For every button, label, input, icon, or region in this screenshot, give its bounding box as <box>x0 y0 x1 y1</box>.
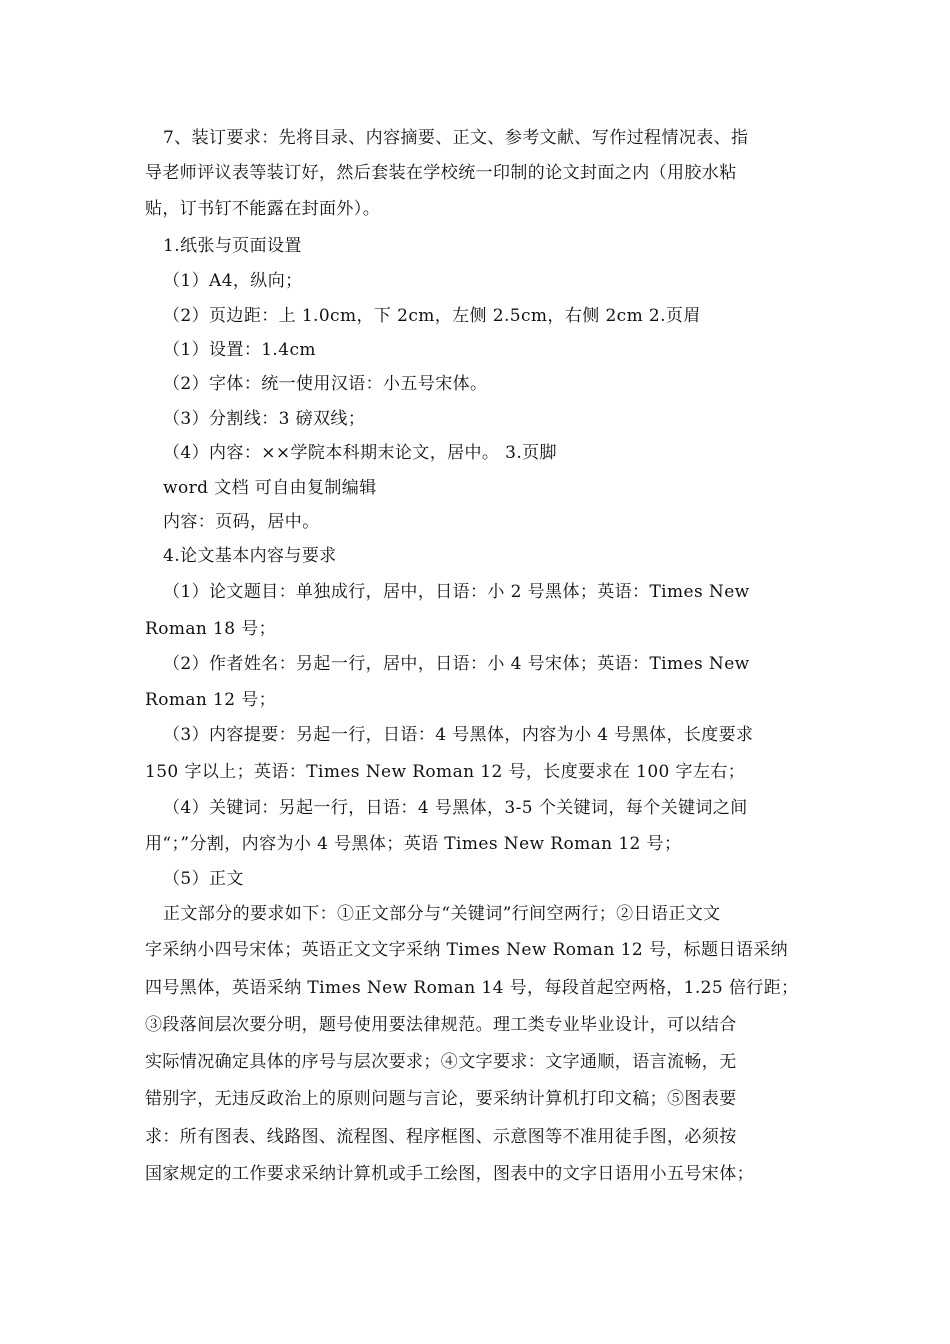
text-line: 错别字，无违反政治上的原则问题与言论，要采纳计算机打印文稿；⑤图表要 <box>145 1089 737 1109</box>
text-line: Roman 18 号； <box>145 619 277 639</box>
watermark-line: word 文档 可自由复制编辑 <box>163 478 377 498</box>
text-line: （2）作者姓名：另起一行，居中，日语：小 4 号宋体；英语：Times New <box>163 654 750 674</box>
text-line: 内容：页码，居中。 <box>163 512 320 532</box>
text-line: （1）A4，纵向； <box>163 271 303 291</box>
section-heading: 4.论文基本内容与要求 <box>163 546 337 566</box>
text-line: Roman 12 号； <box>145 690 277 710</box>
text-line: （2）页边距：上 1.0cm，下 2cm，左侧 2.5cm，右侧 2cm 2.页眉 <box>163 306 701 326</box>
text-line: 7、装订要求：先将目录、内容摘要、正文、参考文献、写作过程情况表、指 <box>163 128 749 148</box>
text-line: 实际情况确定具体的序号与层次要求；④文字要求：文字通顺，语言流畅，无 <box>145 1052 737 1072</box>
text-line: 四号黑体，英语采纳 Times New Roman 14 号，每段首起空两格，1.25 倍行距； <box>145 978 799 998</box>
text-line: （3）分割线：3 磅双线； <box>163 409 366 429</box>
text-line: 求：所有图表、线路图、流程图、程序框图、示意图等不准用徒手图，必须按 <box>145 1127 737 1147</box>
text-line: （4）关键词：另起一行，日语：4 号黑体，3-5 个关键词，每个关键词之间 <box>163 798 748 818</box>
text-line: 字采纳小四号宋体；英语正文文字采纳 Times New Roman 12 号，标题日语采纳 <box>145 940 789 960</box>
text-line: （2）字体：统一使用汉语：小五号宋体。 <box>163 374 488 394</box>
text-line: 导老师评议表等装订好，然后套装在学校统一印制的论文封面之内（用胶水粘 <box>145 163 737 183</box>
text-line: 国家规定的工作要求采纳计算机或手工绘图，图表中的文字日语用小五号宋体； <box>145 1164 754 1184</box>
text-line: 用“；”分割，内容为小 4 号黑体；英语 Times New Roman 12 号； <box>145 834 682 854</box>
text-line: ③段落间层次要分明，题号使用要法律规范。理工类专业毕业设计，可以结合 <box>145 1015 737 1035</box>
text-line: 正文部分的要求如下：①正文部分与“关键词”行间空两行；②日语正文文 <box>163 904 721 924</box>
text-line: （4）内容：××学院本科期末论文，居中。 3.页脚 <box>163 443 557 463</box>
text-line: （5）正文 <box>163 869 244 889</box>
text-line: （3）内容提要：另起一行，日语：4 号黑体，内容为小 4 号黑体，长度要求 <box>163 725 754 745</box>
text-line: 150 字以上；英语：Times New Roman 12 号，长度要求在 100 字左右； <box>145 762 746 782</box>
text-line: （1）设置：1.4cm <box>163 340 316 360</box>
text-line: （1）论文题目：单独成行，居中，日语：小 2 号黑体；英语：Times New <box>163 582 750 602</box>
section-heading: 1.纸张与页面设置 <box>163 236 302 256</box>
text-line: 贴，订书钉不能露在封面外）。 <box>145 199 381 219</box>
